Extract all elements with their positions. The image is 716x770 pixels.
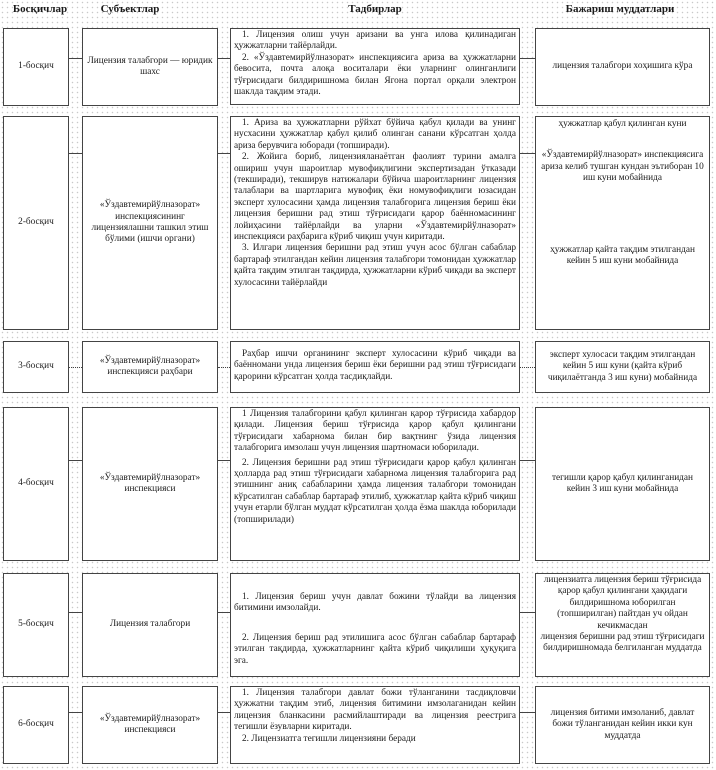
stage-label: 2-босқич xyxy=(18,217,54,228)
deadline-label: лицензия беришни рад этиш тўғрисидаги билдиришномада белгиланган муддатда xyxy=(540,632,705,654)
action-item: 2. Лицензия беришни рад этиш тўғрисидаги қарор қабул қилинган ҳолларда рад этиш тўғрисидаги хабарнома лицензия талабгорига рад этишнинг аниқ сабабларини ҳамда лицензия талабгори томонидан кўрсатилган сабаблар бартараф этилиб, ҳужжатлар қайта кўриб чиқиш учун етарли бўлган муддат кўрсатилган ҳолда ёзма шаклда юборилади (топширилади) xyxy=(234,457,516,525)
connector-line xyxy=(69,712,82,713)
connector-line xyxy=(69,612,82,613)
action-item: 3. Илгари лицензия беришни рад этиш учун асос бўлган сабаблар бартараф этилгандан кейин лицензия талабгори томонидан ҳужжатлар қайта тақдим этилган тақдирда, ҳужжатларни кўриб чиқади ва эксперт хулосасини тайёрлайди xyxy=(234,243,516,288)
subject-label: «Ўздавтемирйўлназорат» инспекцияси xyxy=(99,713,201,735)
subject-label: «Ўздавтемирйўлназорат» инспекцияси xyxy=(99,472,201,494)
connector-line xyxy=(520,153,535,154)
actions-box xyxy=(230,407,520,561)
stage-box xyxy=(3,116,69,330)
header-actions: Тадбирлар xyxy=(348,3,402,15)
subject-box xyxy=(82,686,218,764)
action-item: 1 Лицензия талабгорини қабул қилинган қарор тўғрисида хабардор қилади. Лицензия бериш тўғрисида қарор қабул қилингани тўғрисидаги хабарнома билан бир вақтнинг ўзида лицензия талабгорига имзолаш учун лицензия шартномаси юборилади. xyxy=(234,409,516,454)
connector-line xyxy=(520,612,535,613)
connector-line xyxy=(520,712,535,713)
connector-line xyxy=(218,58,230,59)
actions-box xyxy=(230,686,520,764)
action-item: 1. Лицензия талабгори давлат божи тўланганини тасдиқловчи ҳужжатни тақдим этиб, лицензия битимини имзолаганидан кейин лицензия бланкасини расмийлаштиради ва лицензия реестрига тегишли ёзувларни киритади. xyxy=(234,688,516,733)
deadline-box xyxy=(535,341,710,393)
connector-line xyxy=(218,712,230,713)
deadline-label: лицензия битими имзоланиб, давлат божи тўланганидан кейин икки кун муддатда xyxy=(550,707,695,741)
subject-label: Лицензия талабгори — юридик шахс xyxy=(87,55,213,77)
deadline-label: «Ўздавтемирйўлназорат» инспекциясига ариза келиб тушган кундан эътиборан 10 иш куни мобайнида xyxy=(541,150,704,184)
stage-label: 3-босқич xyxy=(18,361,54,372)
deadline-label: эксперт хулосаси тақдим этилгандан кейин 5 иш куни (қайта кўриб чиқилаётганда 3 иш куни) мобайнида xyxy=(547,349,698,383)
deadline-box xyxy=(535,407,710,561)
stage-label: 1-босқич xyxy=(18,61,54,72)
connector-line xyxy=(218,367,230,368)
connector-line xyxy=(520,58,535,59)
connector-line xyxy=(218,153,230,154)
deadline-label: тегишли қарор қабул қилинганидан кейин 3 иш куни мобайнида xyxy=(551,472,693,494)
connector-line xyxy=(69,460,82,461)
connector-line xyxy=(520,367,535,368)
deadline-label: ҳужжатлар қабул қилинган куни xyxy=(558,119,687,129)
subject-box xyxy=(82,116,218,330)
action-item: 1. Ариза ва ҳужжатларни рўйхат бўйича қабул қилади ва унинг нусхасини ҳужжатлар қабул қилиб олинган санани кўрсатган ҳолда ариза берувчига юборади (топширади). xyxy=(234,118,516,151)
actions-box xyxy=(230,28,520,105)
actions-box xyxy=(230,116,520,330)
deadline-box xyxy=(535,686,710,764)
connector-line xyxy=(218,612,230,613)
stage-label: 5-босқич xyxy=(18,619,54,630)
stage-label: 6-босқич xyxy=(18,719,54,730)
stage-box xyxy=(3,407,69,561)
deadline-label: лицензиатга лицензия бериш тўғрисида қарор қабул қилингани ҳақидаги билдиришнома юборилган (топширилган) пайтдан уч ойдан кечикмасдан xyxy=(543,575,702,631)
action-item: 2. Жойига бориб, лицензияланаётган фаолият турини амалга ошириш учун шароитлар мувофиқлигини экспертизадан ўтказади (текширади), текширув натижалари бўйича шароитларнинг лицензия талаблари ва шартларига мувофиқ ёки номувофиқлиги юзасидан эксперт хулосасини ҳамда лицензия талабгорига лицензия бериш ёки лицензия беришни рад этиш тўғрисидаги қарор баённомасининг лойиҳасини тайёрлайди ва уларни «Ўздавтемирйўлназорат» инспекцияси раҳбарига кўриб чиқиш учун киритади. xyxy=(234,152,516,243)
action-item: 2. «Ўздавтемирйўлназорат» инспекциясига ариза ва ҳужжатларни бевосита, почта алоқа воситалари ёки уларнинг олинганлиги тўғрисидаги билдиришнома билан Ягона портал орқали электрон шаклда тақдим этади. xyxy=(234,52,516,98)
connector-line xyxy=(69,367,82,368)
header-subject: Субъектлар xyxy=(100,3,160,15)
deadline-box xyxy=(535,573,710,677)
action-item: Раҳбар ишчи органининг эксперт хулосасини кўриб чиқади ва баённомани унда лицензия бериш ёки беришни рад этиш тўғрисидаги қарорини кўрсатган ҳолда тасдиқлайди. xyxy=(234,349,516,382)
stage-box xyxy=(3,686,69,764)
header-stage: Босқичлар xyxy=(12,3,68,15)
header-deadline: Бажариш муддатлари xyxy=(565,3,675,15)
subject-label: «Ўздавтемирйўлназорат» инспекцияси раҳбари xyxy=(99,355,201,377)
action-item: 1. Лицензия олиш учун аризани ва унга илова қилинадиган ҳужжатларни тайёрлайди. xyxy=(234,30,516,52)
connector-line xyxy=(218,460,230,461)
subject-box xyxy=(82,573,218,677)
stage-box xyxy=(3,341,69,393)
action-item: 2. Лицензия бериш рад этилишига асос бўлган сабаблар бартараф этилган тақдирда, ҳужжатларнинг қайта кўриб чиқилиши ҳуқуқига эга. xyxy=(234,632,516,666)
actions-box xyxy=(230,341,520,393)
action-item: 2. Лицензиатга тегишли лицензияни беради xyxy=(242,733,416,744)
deadline-label: ҳужжатлар қайта тақдим этилгандан кейин 5 иш куни мобайнида xyxy=(550,244,695,267)
subject-box xyxy=(82,341,218,393)
connector-line xyxy=(69,153,82,154)
deadline-box xyxy=(535,28,710,106)
actions-box xyxy=(230,573,520,677)
connector-line xyxy=(69,58,82,59)
deadline-box xyxy=(535,116,710,330)
stage-box xyxy=(3,573,69,677)
connector-line xyxy=(520,460,535,461)
stage-box xyxy=(3,28,69,106)
action-item: 1. Лицензия бериш учун давлат божини тўлайди ва лицензия битимини имзолайди. xyxy=(234,592,516,614)
subject-label: Лицензия талабгори xyxy=(109,619,191,630)
subject-box xyxy=(82,28,218,106)
subject-box xyxy=(82,407,218,561)
deadline-label: лицензия талабгори хоҳишига кўра xyxy=(552,61,693,72)
stage-label: 4-босқич xyxy=(18,478,54,489)
subject-label: «Ўздавтемирйўлназорат» инспекциясининг лицензиялашни ташкил этиш бўлими (ишчи органи) xyxy=(91,200,209,245)
